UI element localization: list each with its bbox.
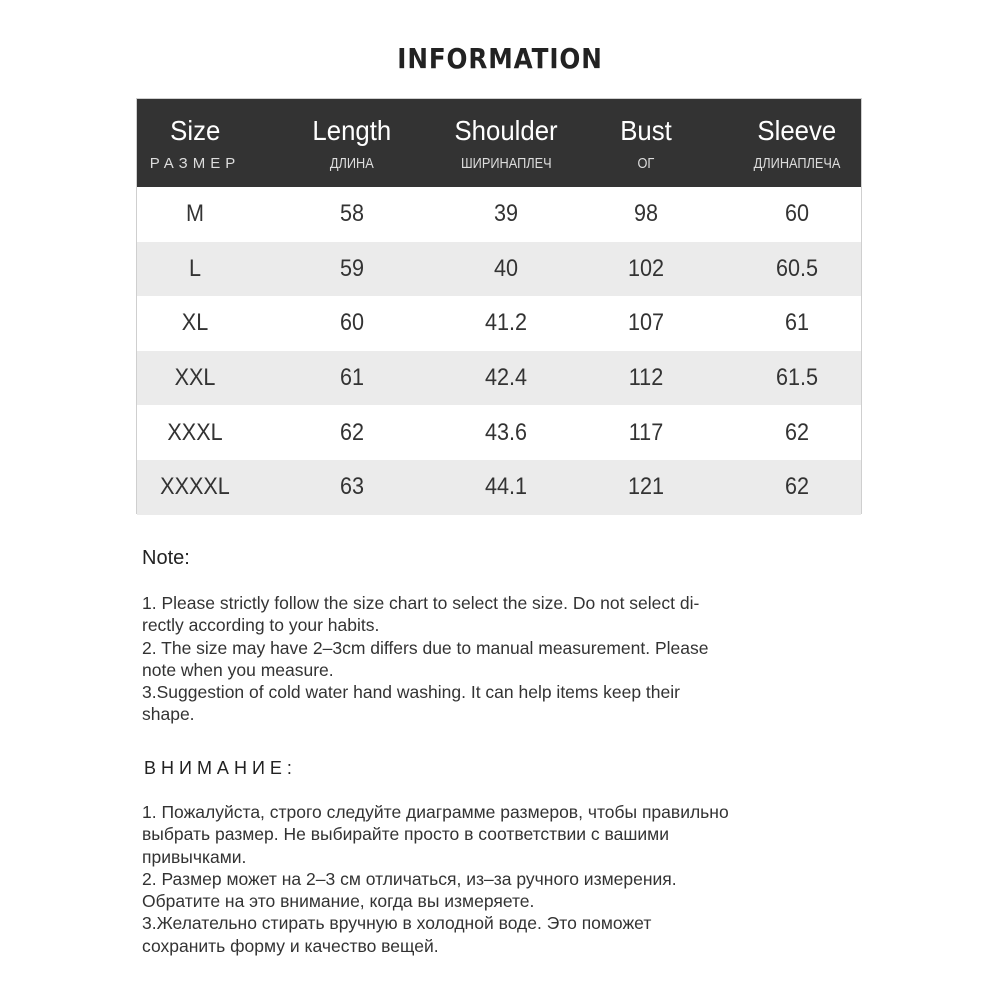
header-sublabel: ДЛИНАПЛЕЧА (753, 154, 841, 172)
table-row (137, 460, 861, 515)
header-label: Bust (620, 114, 672, 146)
header-label: Length (312, 114, 392, 146)
table-cell: 59 (339, 254, 365, 282)
table-cell: M (186, 200, 204, 228)
note-heading: Note: (142, 547, 190, 569)
table-row (137, 405, 861, 460)
table-cell: 121 (627, 473, 665, 501)
table-cell: 60.5 (775, 254, 819, 282)
table-cell: 63 (339, 473, 365, 501)
note-heading-ru: ВНИМАНИЕ: (144, 758, 297, 778)
table-cell: XXXL (167, 418, 223, 446)
note-line: Обратите на это внимание, когда вы измеряете. (142, 891, 535, 912)
table-body (137, 187, 861, 515)
header-sleeve (731, 99, 863, 187)
note-line: привычками. (142, 846, 247, 867)
table-cell: 61 (339, 364, 365, 392)
note-line: выбрать размер. Не выбирайте просто в соответствии с вашими (142, 824, 669, 845)
header-sublabel: ДЛИНА (330, 154, 374, 172)
header-label: Shoulder (454, 114, 558, 146)
page-title: INFORMATION (397, 42, 603, 75)
note-line: 3.Suggestion of cold water hand washing. It can help items keep their (142, 682, 680, 703)
note-line: note when you measure. (142, 659, 334, 680)
note-line: 1. Пожалуйста, строго следуйте диаграмме размеров, чтобы правильно (142, 802, 729, 822)
table-cell: 60 (339, 309, 365, 337)
table-cell: XL (181, 309, 209, 337)
table-cell: 107 (627, 309, 665, 337)
header-label: Size (169, 114, 221, 146)
header-sublabel: РАЗМЕР (149, 154, 241, 172)
header-size (137, 99, 253, 187)
note-line: сохранить форму и качество вещей. (142, 935, 439, 956)
table-cell: XXXXL (160, 473, 230, 501)
table-cell: 58 (339, 200, 365, 228)
header-sublabel: ШИРИНАПЛЕЧ (460, 154, 552, 172)
table-header (137, 99, 861, 187)
table-row (137, 296, 861, 351)
table-cell: 62 (784, 473, 810, 501)
note-line: 2. Размер может на 2–3 см отличаться, из–за ручного измерения. (142, 868, 677, 889)
note-line: 1. Please strictly follow the size chart to select the size. Do not select di- (142, 593, 700, 613)
header-sublabel: ОГ (637, 154, 655, 172)
table-cell: 40 (493, 254, 519, 282)
table-cell: 61.5 (775, 364, 819, 392)
table-cell: 112 (628, 364, 664, 392)
table-cell: 62 (784, 418, 810, 446)
table-cell: 39 (493, 200, 519, 228)
table-cell: 42.4 (484, 364, 528, 392)
header-label: Sleeve (757, 114, 837, 146)
table-cell: 41.2 (484, 309, 528, 337)
note-text-ru (142, 801, 862, 957)
table-row (137, 242, 861, 297)
header-length (253, 99, 451, 187)
header-shoulder (451, 99, 561, 187)
table-row (137, 187, 861, 242)
note-line: 3.Желательно стирать вручную в холодной воде. Это поможет (142, 913, 652, 934)
note-text (142, 592, 862, 726)
header-bust (561, 99, 731, 187)
note-line: 2. The size may have 2–3cm differs due to manual measurement. Please (142, 637, 709, 658)
size-table (136, 98, 862, 514)
table-cell: 102 (627, 254, 665, 282)
table-cell: L (188, 254, 202, 282)
table-cell: 44.1 (484, 473, 528, 501)
table-cell: 60 (784, 200, 810, 228)
table-cell: 98 (633, 200, 659, 228)
table-cell: 43.6 (484, 418, 528, 446)
note-line: shape. (142, 704, 195, 725)
table-cell: 117 (628, 418, 664, 446)
table-cell: 62 (339, 418, 365, 446)
table-row (137, 351, 861, 406)
note-line: rectly according to your habits. (142, 615, 380, 636)
table-cell: XXL (174, 364, 216, 392)
table-cell: 61 (784, 309, 810, 337)
